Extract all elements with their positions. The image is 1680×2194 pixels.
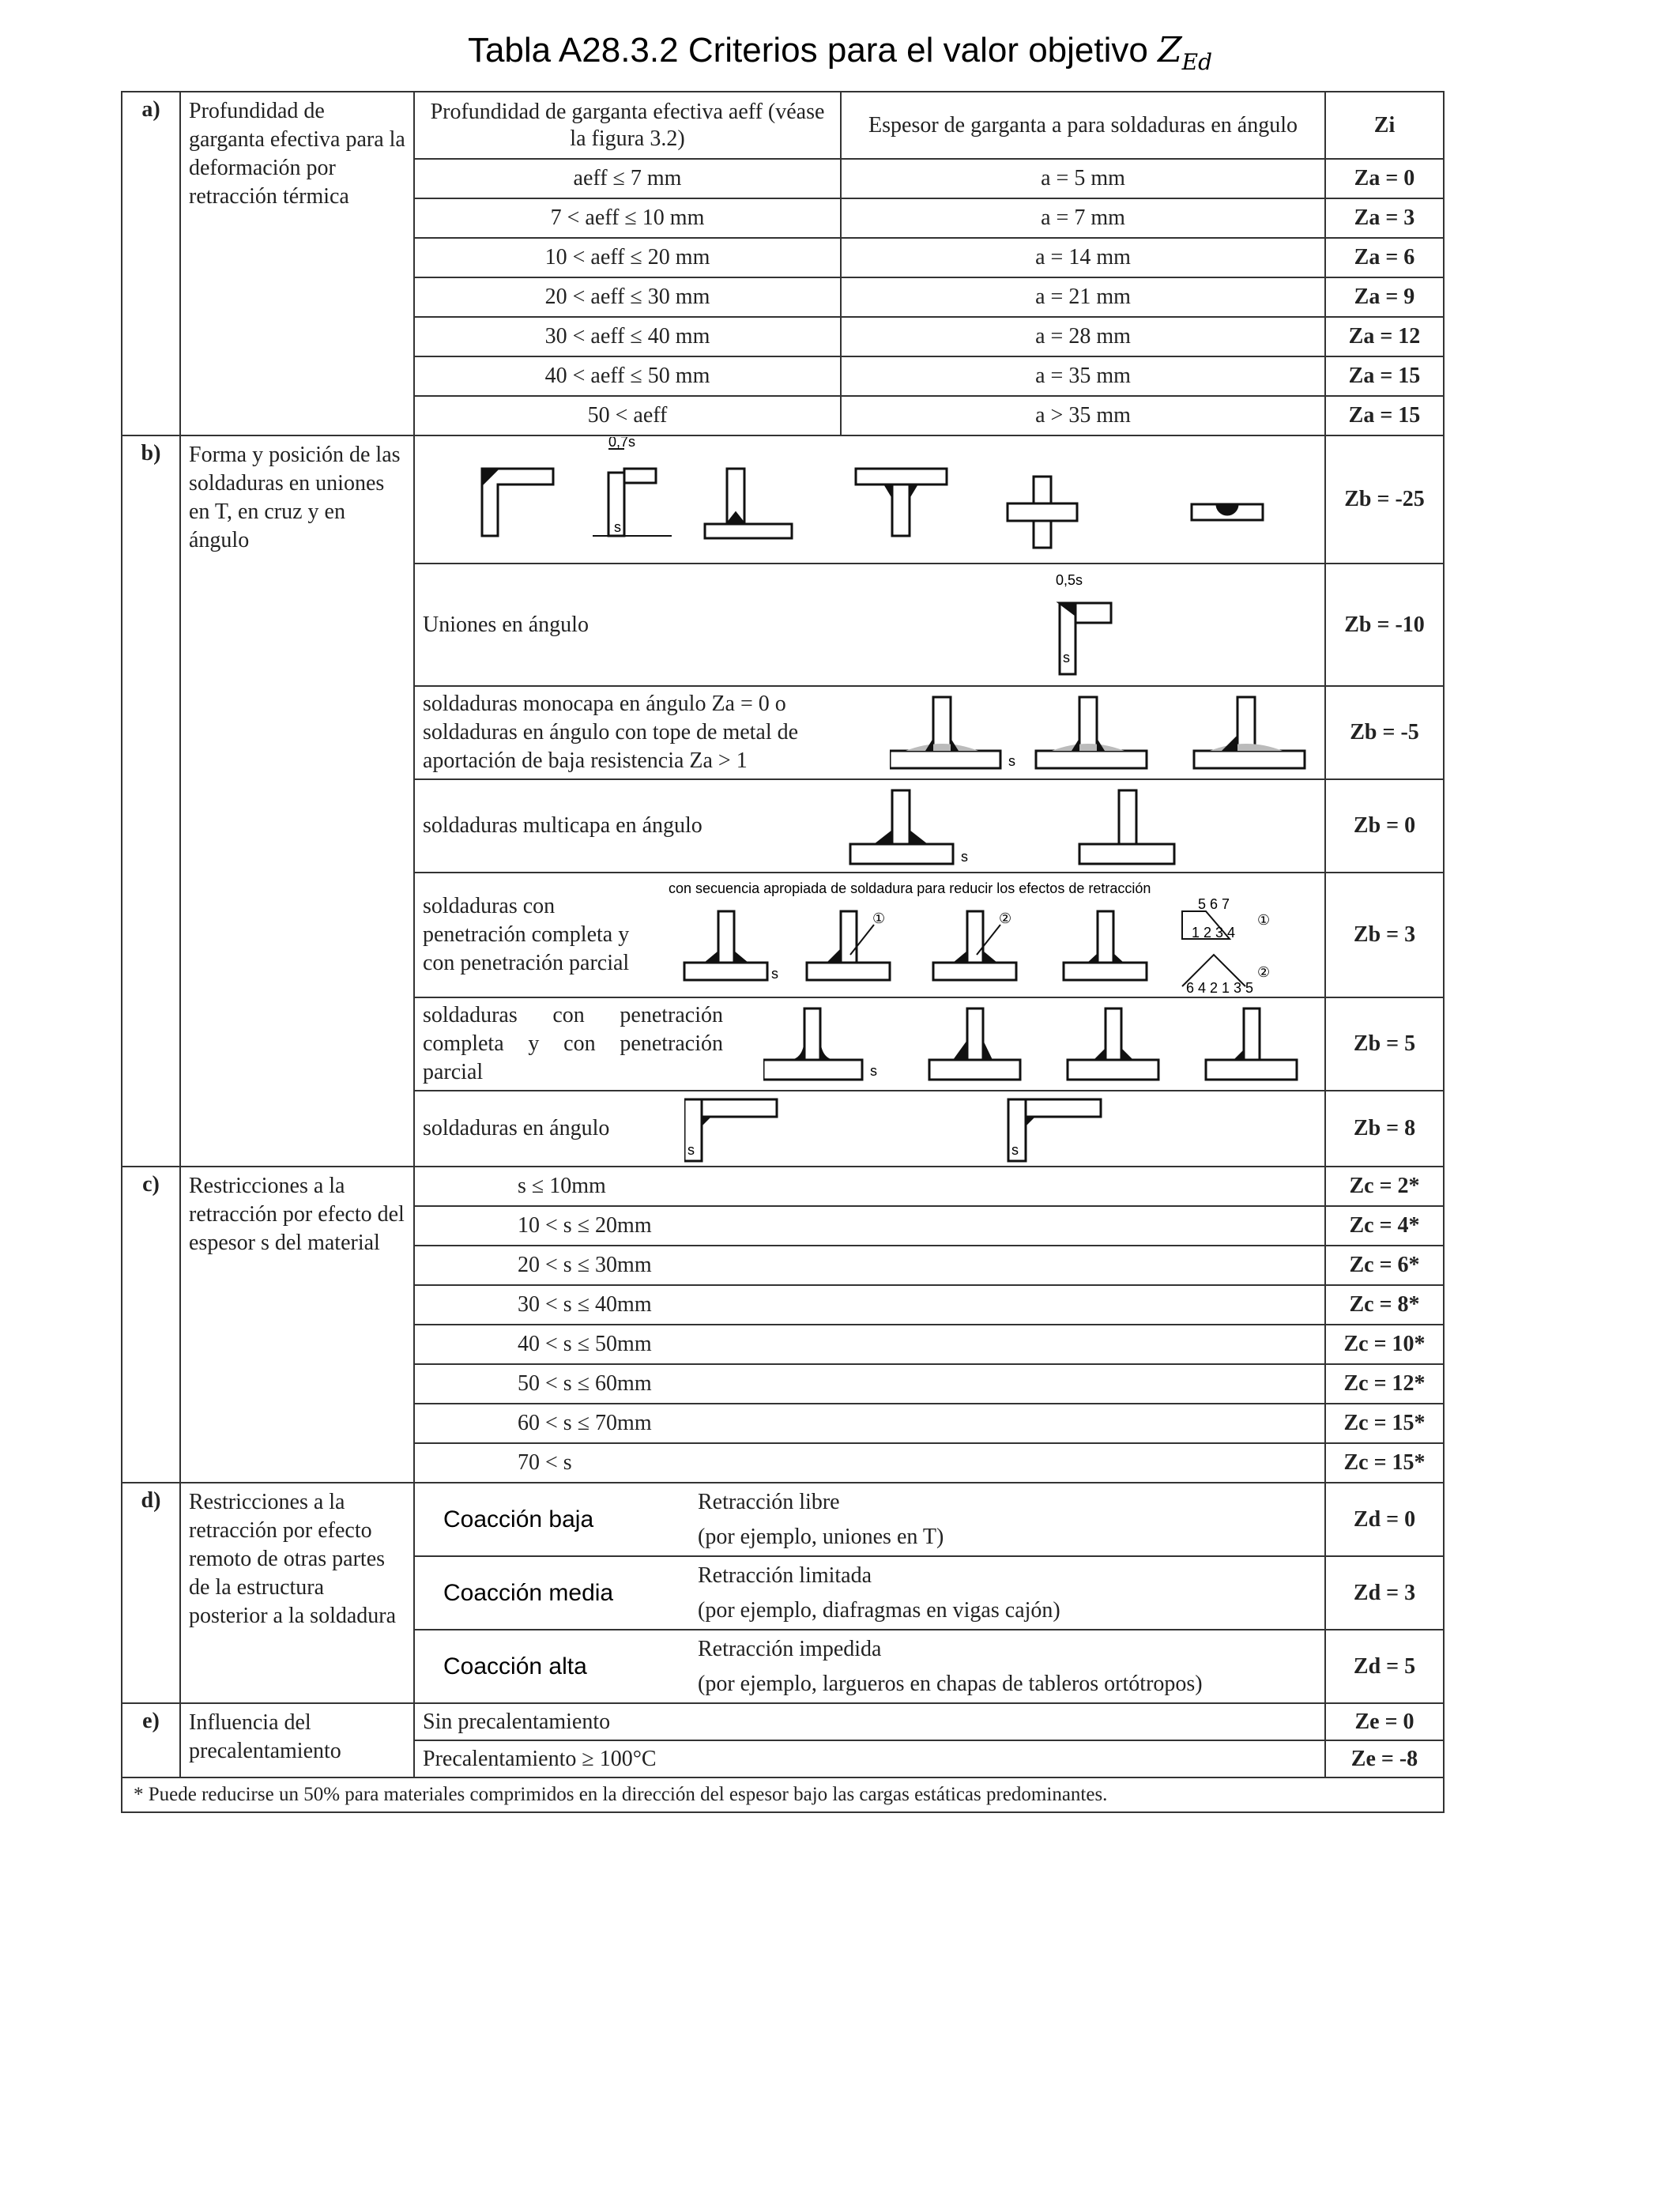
z-value: Zd = 3: [1325, 1556, 1444, 1630]
weld-row-label: soldaduras monocapa en ángulo Za = 0 o soldaduras en ángulo con tope de metal de aportación de baja resistencia Za > 1: [423, 692, 799, 773]
z-value: Zd = 0: [1325, 1483, 1444, 1556]
depth-cell: 40 < aeff ≤ 50 mm: [414, 356, 841, 396]
section-a-header-row: [122, 92, 1444, 159]
thickness-cell: a = 35 mm: [841, 356, 1325, 396]
restraint-description: Retracción limitada: [698, 1563, 872, 1588]
z-value: Zc = 6*: [1325, 1246, 1444, 1285]
section-label: Restricciones a la retracción por efecto del espesor s del material: [180, 1167, 414, 1483]
fig-label-0-5s: 0,5s: [1056, 572, 1083, 588]
z-value: Zb = 8: [1325, 1091, 1444, 1167]
z-value: Za = 3: [1325, 198, 1444, 238]
fig-label-s: s: [870, 1063, 877, 1079]
restraint-level: Coacción media: [443, 1579, 614, 1606]
thickness-range: 70 < s: [414, 1443, 1325, 1483]
thickness-cell: a = 21 mm: [841, 277, 1325, 317]
depth-cell: 30 < aeff ≤ 40 mm: [414, 317, 841, 356]
thickness-cell: a = 28 mm: [841, 317, 1325, 356]
restraint-description: Retracción libre: [698, 1489, 840, 1514]
restraint-cell: [414, 1556, 1325, 1630]
z-value: Zb = 5: [1325, 997, 1444, 1091]
restraint-example: (por ejemplo, largueros en chapas de tableros ortótropos): [698, 1671, 1203, 1696]
restraint-example: (por ejemplo, diafragmas en vigas cajón): [698, 1597, 1060, 1623]
z-value: Zc = 10*: [1325, 1325, 1444, 1364]
column-header-zi: Zi: [1325, 92, 1444, 159]
thickness-range: 30 < s ≤ 40mm: [414, 1285, 1325, 1325]
sequence-bottom: 1 2 3 4: [1192, 925, 1236, 941]
footnote: * Puede reducirse un 50% para materiales comprimidos en la dirección del espesor bajo las cargas estáticas predominantes.: [122, 1777, 1444, 1812]
circled-one: ①: [872, 910, 886, 926]
section-label: Forma y posición de las soldaduras en uniones en T, en cruz y en ángulo: [180, 435, 414, 1167]
z-value: Za = 9: [1325, 277, 1444, 317]
weld-row-cell: [414, 997, 1325, 1091]
z-value: Zb = -25: [1325, 435, 1444, 564]
thickness-range: 60 < s ≤ 70mm: [414, 1404, 1325, 1443]
z-value: Zb = -10: [1325, 564, 1444, 686]
thickness-cell: a = 14 mm: [841, 238, 1325, 277]
fig-label-s: s: [1063, 650, 1070, 665]
penetration-weld-sequence-diagram: [661, 876, 1317, 994]
depth-cell: 10 < aeff ≤ 20 mm: [414, 238, 841, 277]
weld-row-label: soldaduras en ángulo: [423, 1116, 610, 1140]
weld-row-cell: [414, 1091, 1325, 1167]
fig-label-s: s: [1011, 1142, 1019, 1158]
z-value: Zc = 8*: [1325, 1285, 1444, 1325]
section-key: c): [122, 1167, 180, 1483]
preheat-cell: Precalentamiento ≥ 100°C: [414, 1740, 1325, 1777]
corner-fillet-diagram: [684, 1093, 1317, 1164]
z-value: Zc = 2*: [1325, 1167, 1444, 1206]
thickness-range: 50 < s ≤ 60mm: [414, 1364, 1325, 1404]
z-value: Zb = -5: [1325, 686, 1444, 779]
depth-cell: 50 < aeff: [414, 396, 841, 435]
circled-two: ②: [1257, 964, 1271, 980]
z-value: Zc = 4*: [1325, 1206, 1444, 1246]
z-value: Zc = 15*: [1325, 1404, 1444, 1443]
single-layer-fillet-diagram: [890, 689, 1317, 776]
z-value: Za = 6: [1325, 238, 1444, 277]
thickness-range: s ≤ 10mm: [414, 1167, 1325, 1206]
weld-row-label: soldaduras con penetración completa y con penetración parcial: [423, 1003, 723, 1084]
table-row: [122, 435, 1444, 564]
section-label: Influencia del precalentamiento: [180, 1703, 414, 1777]
section-key: e): [122, 1703, 180, 1777]
circled-one: ①: [1257, 912, 1271, 928]
fig-label-s: s: [687, 1142, 695, 1158]
weld-row-label: soldaduras con penetración completa y con penetración parcial: [423, 894, 630, 975]
z-value: Zc = 15*: [1325, 1443, 1444, 1483]
z-value: Ze = 0: [1325, 1703, 1444, 1740]
full-penetration-diagram: [763, 1001, 1317, 1088]
sequence-top: 5 6 7: [1198, 896, 1230, 912]
table-title: Tabla A28.3.2 Criterios para el valor objetivo $Z_{Ed}$: [467, 30, 1213, 75]
weld-shapes-diagram: [423, 437, 1316, 556]
z-value: Za = 0: [1325, 159, 1444, 198]
column-header-thickness: Espesor de garganta a para soldaduras en ángulo: [841, 92, 1325, 159]
fig-label-s: s: [614, 519, 621, 535]
depth-cell: 7 < aeff ≤ 10 mm: [414, 198, 841, 238]
section-label: Restricciones a la retracción por efecto remoto de otras partes de la estructura posterior a la soldadura: [180, 1483, 414, 1703]
sequence-caption: con secuencia apropiada de soldadura para reducir los efectos de retracción: [669, 880, 1151, 896]
z-value: Za = 12: [1325, 317, 1444, 356]
corner-joint-diagram: [763, 567, 1317, 682]
restraint-level: Coacción alta: [443, 1653, 587, 1679]
z-value: Zc = 12*: [1325, 1364, 1444, 1404]
weld-row-cell: [414, 779, 1325, 873]
restraint-level: Coacción baja: [443, 1506, 594, 1532]
circled-two: ②: [999, 910, 1012, 926]
z-value: Zd = 5: [1325, 1630, 1444, 1703]
depth-cell: aeff ≤ 7 mm: [414, 159, 841, 198]
restraint-description: Retracción impedida: [698, 1636, 882, 1661]
fig-label-s: s: [961, 849, 968, 865]
thickness-cell: a > 35 mm: [841, 396, 1325, 435]
section-key: a): [122, 92, 180, 435]
thickness-range: 20 < s ≤ 30mm: [414, 1246, 1325, 1285]
z-value: Zb = 0: [1325, 779, 1444, 873]
weld-row-label: Uniones en ángulo: [423, 612, 589, 637]
criteria-table: [121, 91, 1445, 1813]
fig-label-0-7s: 0,7s: [608, 437, 636, 450]
fig-label-s: s: [1008, 753, 1015, 769]
thickness-range: 10 < s ≤ 20mm: [414, 1206, 1325, 1246]
weld-row-cell: [414, 686, 1325, 779]
section-key: b): [122, 435, 180, 1167]
z-value: Ze = -8: [1325, 1740, 1444, 1777]
thickness-range: 40 < s ≤ 50mm: [414, 1325, 1325, 1364]
table-row: [122, 1167, 1444, 1206]
weld-shapes-figure-cell: [414, 435, 1325, 564]
table-row: [122, 1483, 1444, 1556]
table-row: [122, 1703, 1444, 1740]
footnote-row: [122, 1777, 1444, 1812]
preheat-cell: Sin precalentamiento: [414, 1703, 1325, 1740]
restraint-example: (por ejemplo, uniones en T): [698, 1524, 944, 1549]
z-value: Za = 15: [1325, 356, 1444, 396]
column-header-depth: Profundidad de garganta efectiva aeff (véase la figura 3.2): [414, 92, 841, 159]
z-value: Zb = 3: [1325, 873, 1444, 997]
restraint-cell: [414, 1483, 1325, 1556]
thickness-cell: a = 5 mm: [841, 159, 1325, 198]
weld-row-label: soldaduras multicapa en ángulo: [423, 813, 703, 838]
sequence-double: 6 4 2 1 3 5: [1186, 980, 1254, 994]
fig-label-s: s: [771, 966, 778, 982]
multi-layer-fillet-diagram: [842, 782, 1317, 869]
section-label: Profundidad de garganta efectiva para la deformación por retracción térmica: [180, 92, 414, 435]
thickness-cell: a = 7 mm: [841, 198, 1325, 238]
weld-row-cell: [414, 873, 1325, 997]
restraint-cell: [414, 1630, 1325, 1703]
section-key: d): [122, 1483, 180, 1703]
depth-cell: 20 < aeff ≤ 30 mm: [414, 277, 841, 317]
weld-row-cell: [414, 564, 1325, 686]
z-value: Za = 15: [1325, 396, 1444, 435]
